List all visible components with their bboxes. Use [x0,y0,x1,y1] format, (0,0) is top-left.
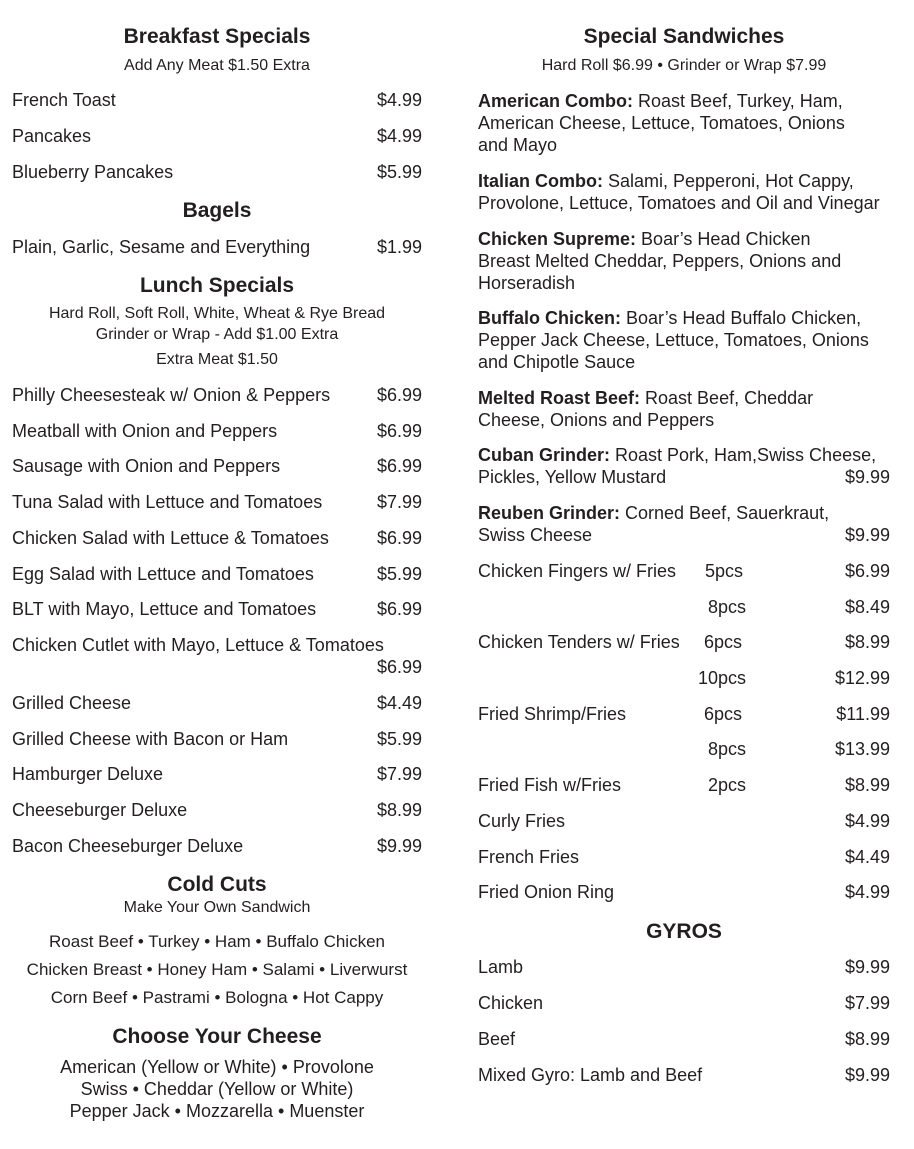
sandwich-name: Italian Combo: [478,171,603,191]
item-price: $6.99 [376,456,422,476]
item-price: $9.99 [844,957,890,977]
item-price: $7.99 [376,492,422,512]
lunch-sub2: Grinder or Wrap - Add $1.00 Extra [95,326,339,343]
item-pieces: 10pcs [698,668,747,688]
item-name: Chicken [478,993,544,1013]
sandwich-item [478,170,890,214]
cold-cuts-subtitle: Make Your Own Sandwich [123,899,311,916]
item-price: $4.99 [844,882,890,902]
breakfast-subtitle: Add Any Meat $1.50 Extra [124,57,310,74]
item-name: Fried Onion Ring [478,882,615,902]
item-price: $6.99 [376,421,422,441]
item-price: $4.99 [376,90,422,110]
item-name: Chicken Tenders w/ Fries [478,632,680,652]
cold-cuts-title: Cold Cuts [167,873,267,896]
item-pieces: 2pcs [708,775,747,795]
lunch-title: Lunch Specials [139,274,295,297]
item-name: BLT with Mayo, Lettuce and Tomatoes [12,599,317,619]
item-price: $1.99 [376,237,422,257]
item-price: $7.99 [376,764,422,784]
item-name: Chicken Salad with Lettuce & Tomatoes [12,528,329,548]
sandwich-item [478,444,890,488]
item-pieces: 6pcs [704,632,743,652]
item-price: $12.99 [834,668,890,688]
bagels-title: Bagels [182,199,252,222]
item-name: French Fries [478,847,580,867]
sandwiches-subtitle: Hard Roll $6.99 • Grinder or Wrap $7.99 [541,57,827,74]
item-price: $9.99 [376,836,422,856]
sandwich-desc: Salami, Pepperoni, Hot Cappy, Provolone, Lettuce, Tomatoes and Oil and Vinegar [478,171,880,213]
sandwich-item [478,90,868,156]
item-name: Chicken Cutlet with Mayo, Lettuce & Tomatoes [12,635,384,655]
item-price: $4.99 [376,126,422,146]
lunch-sub1: Hard Roll, Soft Roll, White, Wheat & Rye Bread [48,305,386,322]
item-price: $8.99 [844,1029,890,1049]
item-name: Lamb [478,957,524,977]
sandwich-desc: Roast Pork, Ham,Swiss Cheese, Pickles, Yellow Mustard [478,445,877,487]
cheese-line: Swiss • Cheddar (Yellow or White) [80,1079,354,1099]
item-price: $6.99 [376,528,422,548]
sandwich-desc: Roast Beef, Cheddar Cheese, Onions and Peppers [478,388,814,430]
item-price: $11.99 [836,704,890,724]
item-name: Fried Fish w/Fries [478,775,622,795]
sandwich-item [478,228,863,294]
sandwich-name: Melted Roast Beef: [478,388,641,408]
breakfast-title: Breakfast Specials [123,25,311,48]
item-price: $6.99 [376,385,422,405]
item-price: $4.99 [844,811,890,831]
item-name: Meatball with Onion and Peppers [12,421,278,441]
item-name: Chicken Fingers w/ Fries [478,561,677,581]
item-name: Cheeseburger Deluxe [12,800,188,820]
sandwich-desc: Boar’s Head Buffalo Chicken, Pepper Jack Cheese, Lettuce, Tomatoes, Onions and Chipotle Sauce [478,308,869,372]
item-name: Fried Shrimp/Fries [478,704,627,724]
item-price: $5.99 [376,729,422,749]
item-price: $4.49 [844,847,890,867]
cold-cuts-line: Corn Beef • Pastrami • Bologna • Hot Cappy [50,988,384,1007]
item-name: Grilled Cheese with Bacon or Ham [12,729,289,749]
item-pieces: 5pcs [705,561,744,581]
item-name: French Toast [12,90,116,110]
sandwich-price: $9.99 [844,467,890,487]
item-name: Curly Fries [478,811,566,831]
item-price: $8.99 [376,800,422,820]
item-name: Pancakes [12,126,92,146]
item-price: $8.49 [844,597,890,617]
sandwich-desc: Corned Beef, Sauerkraut, Swiss Cheese [478,503,830,545]
item-name: Bacon Cheeseburger Deluxe [12,836,244,856]
item-price: $13.99 [834,739,890,759]
item-price: $6.99 [844,561,890,581]
sandwich-item [478,502,890,546]
gyros-title: GYROS [646,920,722,943]
item-price: $8.99 [844,632,890,652]
sandwich-name: Chicken Supreme: [478,229,637,249]
menu-item [12,634,422,678]
item-price: $9.99 [844,1065,890,1085]
item-price: $5.99 [376,162,422,182]
sandwich-name: Reuben Grinder: [478,503,621,523]
sandwich-name: Cuban Grinder: [478,445,611,465]
sandwich-desc: Roast Beef, Turkey, Ham, American Cheese, Lettuce, Tomatoes, Onions and Mayo [478,91,845,155]
item-name: Plain, Garlic, Sesame and Everything [12,237,311,257]
item-name: Hamburger Deluxe [12,764,164,784]
cold-cuts-line: Roast Beef • Turkey • Ham • Buffalo Chicken [49,932,385,951]
item-name: Sausage with Onion and Peppers [12,456,281,476]
item-pieces: 8pcs [708,739,747,759]
item-price: $6.99 [376,599,422,619]
item-name: Blueberry Pancakes [12,162,174,182]
item-price: $7.99 [844,993,890,1013]
lunch-sub3: Extra Meat $1.50 [156,351,278,368]
sandwich-price: $9.99 [844,525,890,545]
sandwiches-title: Special Sandwiches [583,25,785,48]
item-name: Tuna Salad with Lettuce and Tomatoes [12,492,323,512]
cold-cuts-line: Chicken Breast • Honey Ham • Salami • Liverwurst [26,960,408,979]
item-price: $8.99 [844,775,890,795]
item-pieces: 8pcs [708,597,747,617]
sandwich-item [478,387,833,431]
item-name: Mixed Gyro: Lamb and Beef [478,1065,703,1085]
item-price: $5.99 [376,564,422,584]
cheese-line: American (Yellow or White) • Provolone [60,1057,374,1077]
item-pieces: 6pcs [704,704,743,724]
item-price: $4.49 [376,693,422,713]
item-name: Philly Cheesesteak w/ Onion & Peppers [12,385,331,405]
cheese-line: Pepper Jack • Mozzarella • Muenster [69,1101,365,1121]
cheese-title: Choose Your Cheese [112,1025,322,1048]
item-name: Grilled Cheese [12,693,132,713]
sandwich-desc: Boar’s Head Chicken Breast Melted Cheddar, Peppers, Onions and Horseradish [478,229,842,293]
sandwich-name: American Combo: [478,91,634,111]
item-name: Egg Salad with Lettuce and Tomatoes [12,564,314,584]
item-name: Beef [478,1029,516,1049]
sandwich-name: Buffalo Chicken: [478,308,622,328]
sandwich-item [478,307,886,373]
item-price: $6.99 [376,657,422,677]
